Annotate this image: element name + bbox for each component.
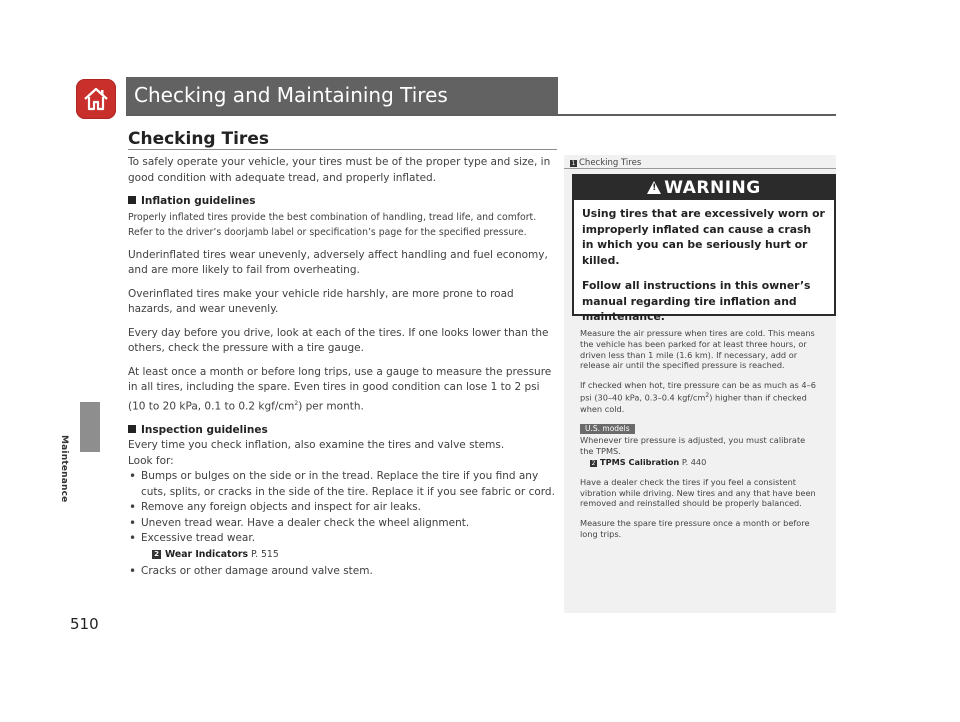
note-paragraph: Measure the spare tire pressure once a month or before long trips.: [580, 518, 810, 539]
list-item: • Excessive tread wear.: [128, 531, 560, 547]
every-day-paragraph: Every day before you drive, look at each of the tires. If one looks lower than the others, check the pressure with a tire gauge.: [128, 326, 549, 354]
side-notes: [580, 328, 820, 549]
section-title: Checking Tires: [128, 129, 269, 149]
home-button[interactable]: [76, 79, 116, 119]
reference-arrow-icon: 2: [152, 550, 161, 559]
wear-indicators-link[interactable]: 2 Wear Indicators P. 515: [128, 547, 560, 563]
side-notes-panel: [564, 155, 836, 613]
inspection-heading: Inspection guidelines: [128, 423, 560, 439]
note-paragraph: Whenever tire pressure is adjusted, you must calibrate the TPMS.: [580, 435, 806, 457]
home-icon: [81, 84, 111, 114]
warning-text: Using tires that are excessively worn or improperly inflated can cause a crash in which you can be seriously hurt or killed.: [582, 207, 825, 267]
chapter-tab[interactable]: [80, 402, 100, 452]
reference-arrow-icon: 1: [571, 160, 576, 167]
us-models-badge: U.S. models: [580, 424, 635, 434]
chapter-header: Checking and Maintaining Tires: [126, 77, 558, 114]
square-bullet-icon: [128, 196, 136, 204]
look-for-label: Look for:: [128, 454, 174, 467]
inflation-heading: Inflation guidelines: [128, 194, 560, 210]
main-content: [128, 155, 560, 580]
side-divider: [564, 168, 836, 169]
list-item: • Bumps or bulges on the side or in the tread. Replace the tire if you find any cuts, splits, or cracks in the side of the tire. Replace it if you see fabric or cord.: [128, 469, 560, 500]
inspection-paragraph: Every time you check inflation, also examine the tires and valve stems.: [128, 439, 505, 451]
inflation-paragraph: Properly inflated tires provide the best combination of handling, tread life, and comfort. Refer to the driver’s doorjamb label or specification’s page for the specified pressure.: [128, 211, 537, 238]
reference-arrow-icon: 2: [591, 459, 596, 467]
square-bullet-icon: [128, 425, 136, 433]
list-item: • Uneven tread wear. Have a dealer check the wheel alignment.: [128, 516, 560, 532]
note-paragraph: Have a dealer check the tires if you feel a consistent vibration while driving. New tires and any that have been removed and reinstalled should be properly balanced.: [580, 476, 816, 509]
chapter-label: Maintenance: [59, 435, 69, 503]
warning-body: [574, 200, 834, 325]
inspection-list: [128, 469, 560, 547]
note-paragraph: If checked when hot, tire pressure can be as much as 4–6 psi (30–40 kPa, 0.3–0.4 kgf/$cm^2$) higher than if checked when cold.: [580, 380, 816, 414]
warning-header: !WARNING: [574, 176, 834, 200]
underinflated-paragraph: Underinflated tires wear unevenly, adversely affect handling and fuel economy, and are more likely to fail from overheating.: [128, 248, 548, 276]
section-divider: [128, 149, 557, 150]
header-divider: [126, 114, 836, 116]
overinflated-paragraph: Overinflated tires make your vehicle ride harshly, are more prone to road hazards, and wear unevenly.: [128, 287, 514, 315]
side-heading: 1 Checking Tires: [571, 158, 642, 168]
list-item: • Remove any foreign objects and inspect for air leaks.: [128, 500, 560, 516]
warning-text: Follow all instructions in this owner’s manual regarding tire inflation and maintenance.: [582, 279, 811, 323]
warning-box: [572, 174, 836, 323]
intro-paragraph: To safely operate your vehicle, your tires must be of the proper type and size, in good condition with adequate tread, and properly inflated.: [128, 156, 551, 184]
list-item: • Cracks or other damage around valve stem.: [128, 564, 560, 580]
warning-triangle-icon: [647, 181, 661, 194]
monthly-paragraph: At least once a month or before long trips, use a gauge to measure the pressure in all tires, including the spare. Even tires in good condition can lose 1 to 2 psi (10 to 20 kPa, 0.1 to 0.2 kgf/$cm^2$) per month.: [128, 365, 552, 412]
note-paragraph: Measure the air pressure when tires are cold. This means the vehicle has been parked for at least three hours, or driven less than 1 mile (1.6 km). If necessary, add or release air until the specified pressure is reached.: [580, 328, 815, 371]
page-number: 510: [70, 615, 99, 633]
tpms-calibration-link[interactable]: 2 TPMS Calibration P. 440: [591, 456, 707, 467]
inspection-list-continued: [128, 564, 560, 580]
